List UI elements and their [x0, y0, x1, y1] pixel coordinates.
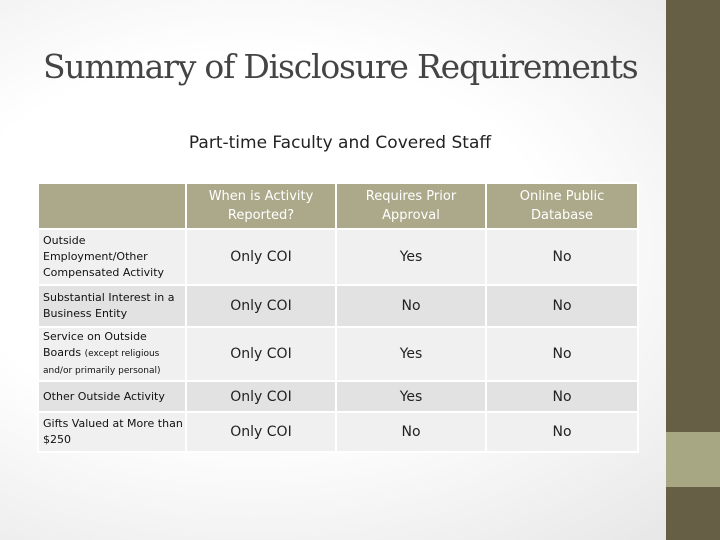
- side-decor-accent: [666, 432, 720, 487]
- cell-when-reported: Only COI: [186, 412, 336, 452]
- row-label-outside-boards: [38, 327, 186, 381]
- row-label-text: Substantial Interest in a Business Entity: [43, 291, 175, 320]
- cell-public-database: No: [486, 285, 638, 327]
- table-row: [38, 327, 638, 381]
- row-label-gifts: [38, 412, 186, 452]
- column-header-when-reported: When is Activity Reported?: [186, 183, 336, 229]
- cell-prior-approval: Yes: [336, 229, 486, 285]
- cell-prior-approval: Yes: [336, 381, 486, 412]
- row-label-text: Other Outside Activity: [43, 389, 165, 403]
- table-corner-cell: [38, 183, 186, 229]
- cell-prior-approval: No: [336, 412, 486, 452]
- disclosure-table: [37, 182, 639, 453]
- row-label-text: Outside Employment/Other Compensated Activity: [43, 234, 165, 279]
- cell-public-database: No: [486, 381, 638, 412]
- cell-public-database: No: [486, 327, 638, 381]
- table-row: [38, 285, 638, 327]
- column-header-prior-approval: Requires Prior Approval: [336, 183, 486, 229]
- table-row: [38, 412, 638, 452]
- slide-subtitle: Part-time Faculty and Covered Staff: [188, 133, 492, 153]
- cell-when-reported: Only COI: [186, 285, 336, 327]
- cell-when-reported: Only COI: [186, 327, 336, 381]
- column-header-public-database: Online Public Database: [486, 183, 638, 229]
- cell-public-database: No: [486, 229, 638, 285]
- table-header-row: [38, 183, 638, 229]
- row-label-other-activity: [38, 381, 186, 412]
- table-row: [38, 381, 638, 412]
- cell-prior-approval: No: [336, 285, 486, 327]
- row-label-text: Gifts Valued at More than $250: [43, 417, 183, 446]
- cell-when-reported: Only COI: [186, 381, 336, 412]
- row-label-note: (except religious and/or primarily personal): [43, 349, 161, 376]
- cell-when-reported: Only COI: [186, 229, 336, 285]
- slide-title: Summary of Disclosure Requirements: [43, 47, 638, 86]
- table-row: [38, 229, 638, 285]
- cell-prior-approval: Yes: [336, 327, 486, 381]
- row-label-text: Service on Outside Boards: [43, 330, 147, 359]
- row-label-outside-employment: [38, 229, 186, 285]
- cell-public-database: No: [486, 412, 638, 452]
- row-label-substantial-interest: [38, 285, 186, 327]
